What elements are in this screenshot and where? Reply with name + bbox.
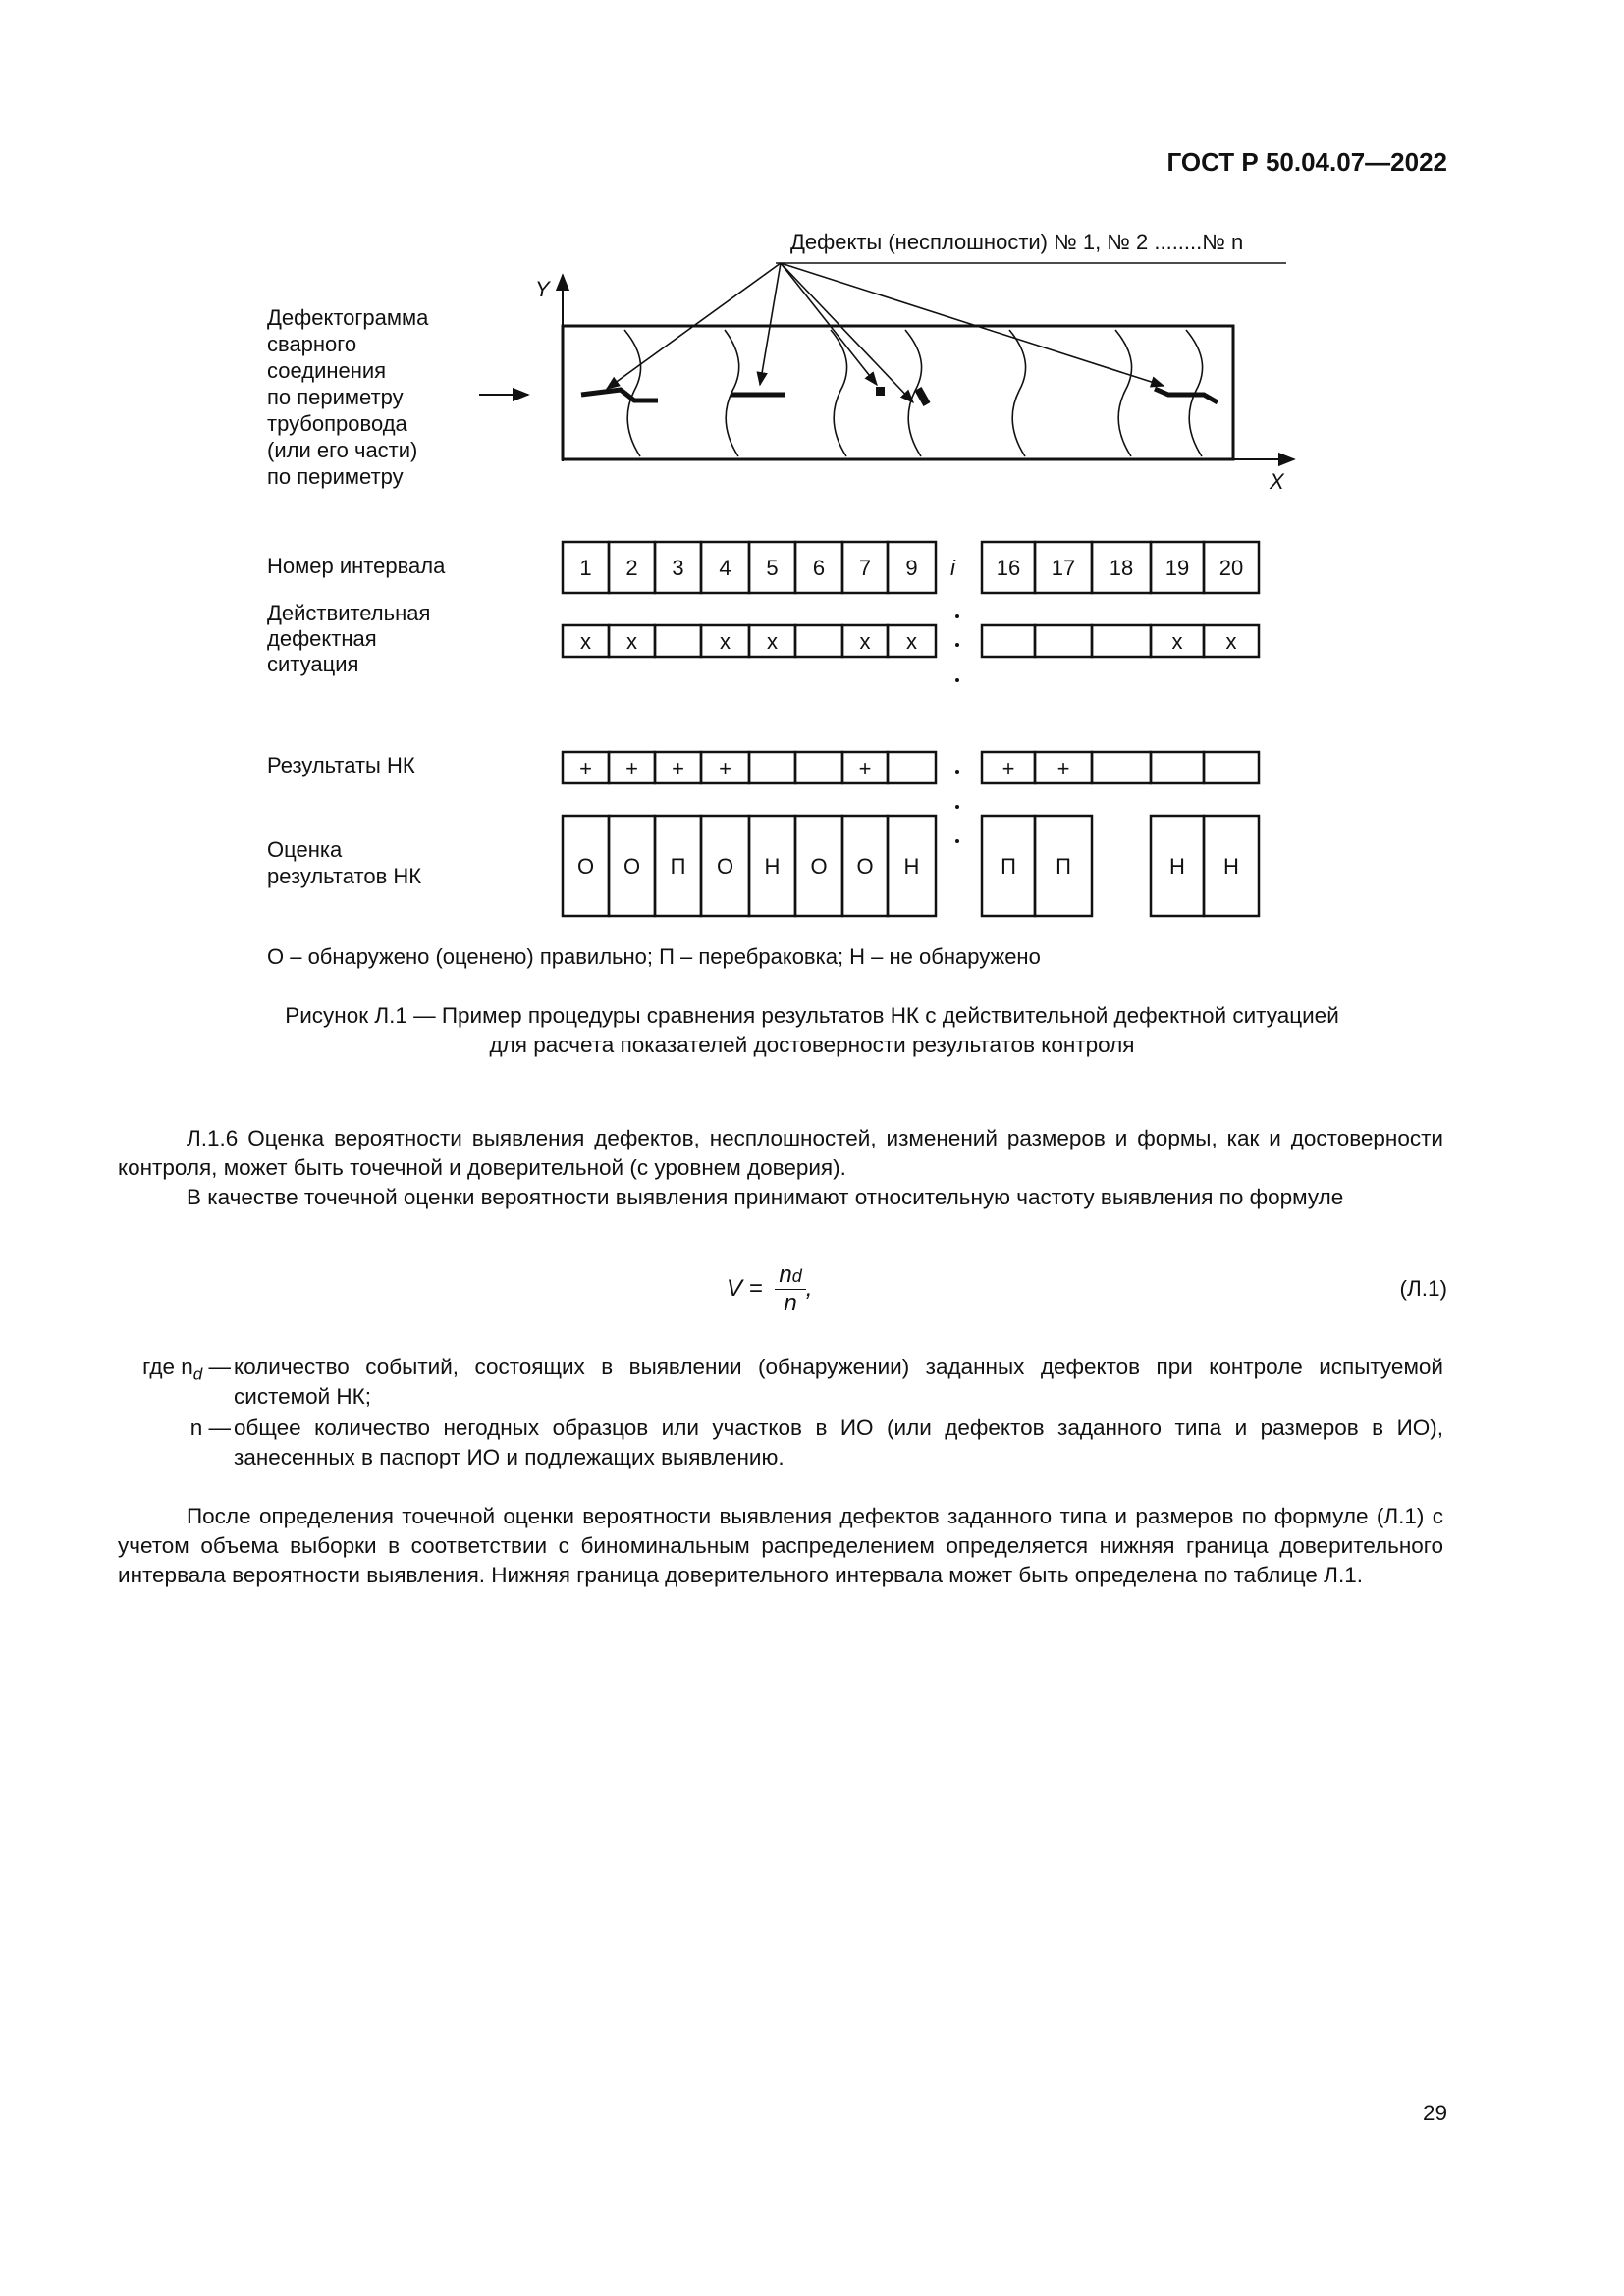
paragraph-confidence: После определения точечной оценки вероятности выявления дефектов заданного типа и размеров по формуле (Л.1) с учетом объема выборки в соответствии с биноминальным распределением определяется нижняя граница доверительного интервала вероятности выявления. Нижняя граница доверительного интервала может быть определена по таблице Л.1. <box>118 1504 1443 1587</box>
ndt-evaluation-value: О <box>716 854 734 879</box>
row-actual-label-1: Действительная <box>267 601 431 625</box>
gap-marker-i: i <box>950 556 955 580</box>
defect-marks <box>581 387 1218 404</box>
ndt-result-value: + <box>1056 756 1070 780</box>
actual-defect-cell <box>655 625 701 657</box>
where-nd-lead: где $n_d$ — <box>142 1355 231 1384</box>
formula-l1 <box>727 1261 812 1317</box>
where-n-text: общее количество негодных образцов или участков в ИО (или дефектов заданного типа и размеров в ИО), занесенных в паспорт ИО и подлежащих выявлению. <box>234 1415 1443 1469</box>
ndt-result-value: + <box>719 756 731 780</box>
actual-defect-value: x <box>720 629 731 654</box>
svg-text:Дефектограмма: Дефектограмма <box>267 305 429 330</box>
defect-comparison-figure <box>0 0 1624 982</box>
formula-numerator: nd <box>775 1261 805 1290</box>
actual-defect-value: x <box>906 629 917 654</box>
paragraph-l16: Л.1.6 Оценка вероятности выявления дефектов, несплошностей, изменений размеров и формы, как и достоверности контроля, может быть точечной и доверительной (с уровнем доверия). <box>118 1126 1443 1180</box>
ndt-result-value: + <box>1001 756 1015 780</box>
interval-number-value: 6 <box>812 556 826 580</box>
row-actual-label-2: дефектная <box>267 626 377 651</box>
formula-lhs: V = <box>727 1274 763 1302</box>
ndt-result-cell <box>749 752 795 783</box>
interval-number-value: 5 <box>766 556 779 580</box>
interval-number-value: 1 <box>579 556 592 580</box>
row-actual-label-3: ситуация <box>267 652 359 676</box>
formula-fraction <box>775 1261 805 1317</box>
svg-text:трубопровода: трубопровода <box>267 411 407 436</box>
row-results-label: Результаты НК <box>267 753 415 777</box>
ndt-result-value: + <box>672 756 684 780</box>
svg-text:по периметру: по периметру <box>267 385 404 409</box>
actual-defect-cell <box>982 625 1035 657</box>
document-id: ГОСТ Р 50.04.07—2022 <box>1166 147 1447 177</box>
interval-number-value: 20 <box>1218 556 1244 580</box>
ndt-result-cell <box>1151 752 1204 783</box>
defect-5 <box>1155 389 1218 402</box>
gap-dots <box>955 614 959 843</box>
actual-defect-cell <box>795 625 842 657</box>
where-n-lead: n — <box>189 1415 231 1440</box>
caption-line-1: Рисунок Л.1 — Пример процедуры сравнения результатов НК с действительной дефектной ситуацией <box>285 1003 1339 1028</box>
interval-number-value: 3 <box>672 556 684 580</box>
ndt-evaluation-value: П <box>670 854 686 879</box>
formula-denominator: n <box>784 1290 797 1316</box>
actual-defect-cell <box>1092 625 1151 657</box>
defect-4 <box>918 389 927 404</box>
row-eval-label-1: Оценка <box>267 837 343 862</box>
y-axis-label: Y <box>535 277 550 301</box>
formula-tail: , <box>805 1274 813 1302</box>
page-number: 29 <box>1422 2101 1447 2125</box>
ndt-result-value: + <box>579 756 592 780</box>
svg-text:по периметру: по периметру <box>267 464 404 489</box>
ndt-evaluation-value: Н <box>764 854 781 879</box>
formula-number: (Л.1) <box>1399 1276 1447 1301</box>
ndt-evaluation-value: П <box>1001 854 1016 879</box>
where-nd-text: количество событий, состоящих в выявлении (обнаружении) заданных дефектов при контроле испытуемой системой НК; <box>234 1355 1443 1409</box>
interval-number-value: 2 <box>625 556 638 580</box>
actual-defect-value: x <box>580 629 591 654</box>
interval-number-value: 9 <box>905 556 918 580</box>
where-n <box>118 1414 1443 1472</box>
defectogram-label <box>267 305 429 489</box>
interval-number-value: 4 <box>719 556 731 580</box>
interval-number-value: 18 <box>1109 556 1134 580</box>
actual-defect-cell <box>1035 625 1092 657</box>
ndt-evaluation-value: О <box>576 854 595 879</box>
svg-text:сварного: сварного <box>267 332 357 356</box>
ndt-result-value: + <box>858 756 872 780</box>
ndt-result-value: + <box>625 756 638 780</box>
ndt-result-cell <box>888 752 936 783</box>
row-eval-label-2: результатов НК <box>267 864 422 888</box>
interval-grid <box>563 542 1259 916</box>
ndt-evaluation-value: О <box>810 854 828 879</box>
defect-3 <box>876 387 885 396</box>
ndt-evaluation-value: П <box>1056 854 1071 879</box>
actual-defect-value: x <box>1171 629 1183 654</box>
ndt-evaluation-value: Н <box>903 854 920 879</box>
paragraph-point-estimate: В качестве точечной оценки вероятности выявления принимают относительную частоту выявления по формуле <box>187 1185 1344 1209</box>
ndt-evaluation-value: Н <box>1169 854 1185 879</box>
figure-caption <box>0 1001 1624 1060</box>
defect-pointer-arrows <box>607 263 1164 402</box>
svg-text:(или его части): (или его части) <box>267 438 418 462</box>
interval-number-value: 7 <box>858 556 872 580</box>
ndt-evaluation-value: Н <box>1223 854 1239 879</box>
caption-line-2: для расчета показателей достоверности результатов контроля <box>489 1033 1135 1057</box>
interval-number-value: 19 <box>1164 556 1190 580</box>
interval-number-value: 17 <box>1051 556 1076 580</box>
figure-legend: О – обнаружено (оценено) правильно; П – перебраковка; Н – не обнаружено <box>267 944 1041 969</box>
ndt-result-cell <box>795 752 842 783</box>
ndt-result-cell <box>1204 752 1259 783</box>
interval-number-value: 16 <box>996 556 1021 580</box>
where-nd <box>118 1353 1443 1412</box>
row-interval-label: Номер интервала <box>267 554 446 578</box>
x-axis-label: X <box>1270 469 1284 494</box>
actual-defect-value: x <box>767 629 778 654</box>
ndt-result-cell <box>1092 752 1151 783</box>
defects-label: Дефекты (несплошности) № 1, № 2 ........№ n <box>790 230 1244 254</box>
actual-defect-value: x <box>626 629 637 654</box>
actual-defect-value: x <box>1225 629 1237 654</box>
ndt-evaluation-value: О <box>623 854 641 879</box>
defectogram-box <box>563 326 1233 459</box>
defect-1 <box>581 390 658 400</box>
svg-text:соединения: соединения <box>267 358 387 383</box>
ndt-evaluation-value: О <box>856 854 874 879</box>
weld-bead-curves <box>624 330 1203 456</box>
actual-defect-value: x <box>859 629 871 654</box>
